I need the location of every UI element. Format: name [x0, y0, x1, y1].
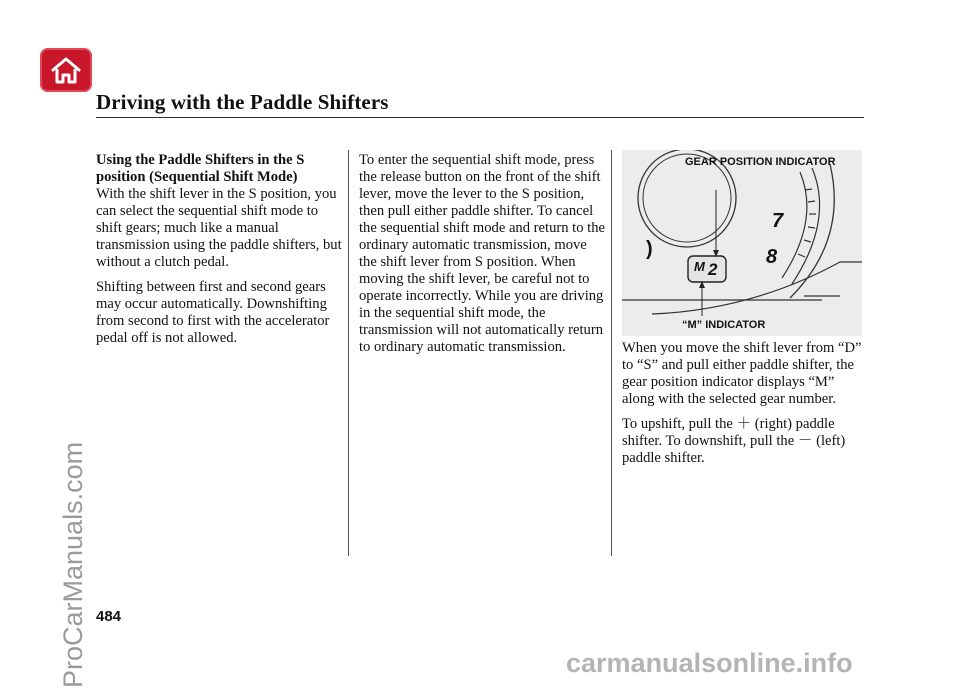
column2-paragraph-1: To enter the sequential shift mode, press the release button on the front of the shift lever, move the lever to the S position, then pull either paddle shifter. To cancel the sequential shift mode and return to the ordinary automatic transmission, move the shift lever from S position. When moving the shift lever, be careful not to operate incorrectly. While you are driving in the sequential shift mode, the transmission will not automatically return to ordinary automatic transmission. — [359, 152, 605, 355]
column1-paragraph-1: With the shift lever in the S position, you can select the sequential shift mode to shift gears; much like a manual transmission using the paddle shifters, but without a clutch pedal. — [96, 186, 342, 270]
column-2 — [359, 152, 605, 364]
section-heading-line1: Using the Paddle Shifters in the S — [96, 152, 305, 168]
column3-paragraph-1: When you move the shift lever from “D” to “S” and pull either paddle shifter, the gear position indicator displays “M” along with the selected gear number. — [622, 340, 862, 407]
gear-position-indicator-label: GEAR POSITION INDICATOR — [685, 156, 836, 168]
gauge-number-partial: ) — [646, 238, 653, 260]
column-1 — [96, 152, 342, 355]
page-title: Driving with the Paddle Shifters — [96, 90, 389, 114]
column1-paragraph-2: Shifting between first and second gears may occur automatically. Downshifting from second to first with the accelerator pedal off is not allowed. — [96, 279, 330, 346]
gauge-figure — [622, 150, 862, 336]
gauge-number-8: 8 — [766, 246, 778, 268]
m-indicator-label: “M” INDICATOR — [682, 319, 766, 331]
column3-paragraph-2: To upshift, pull the ＋ (right) paddle shifter. To downshift, pull the － (left) paddle shifter. — [622, 416, 846, 466]
gauge-illustration — [622, 150, 862, 336]
gauge-number-7: 7 — [772, 210, 784, 232]
column-divider-2 — [611, 150, 612, 556]
m-indicator-text: M — [694, 259, 705, 274]
side-watermark: ProCarManuals.com — [58, 441, 88, 688]
home-icon — [49, 55, 83, 85]
page-number: 484 — [96, 608, 122, 625]
section-heading-line2: position (Sequential Shift Mode) — [96, 169, 298, 185]
title-divider — [96, 117, 864, 118]
bottom-watermark: carmanualsonline.info — [566, 648, 853, 678]
gear-number-display: 2 — [708, 260, 718, 279]
home-button[interactable] — [40, 48, 92, 92]
column-3 — [622, 340, 862, 475]
column-divider-1 — [348, 150, 349, 556]
